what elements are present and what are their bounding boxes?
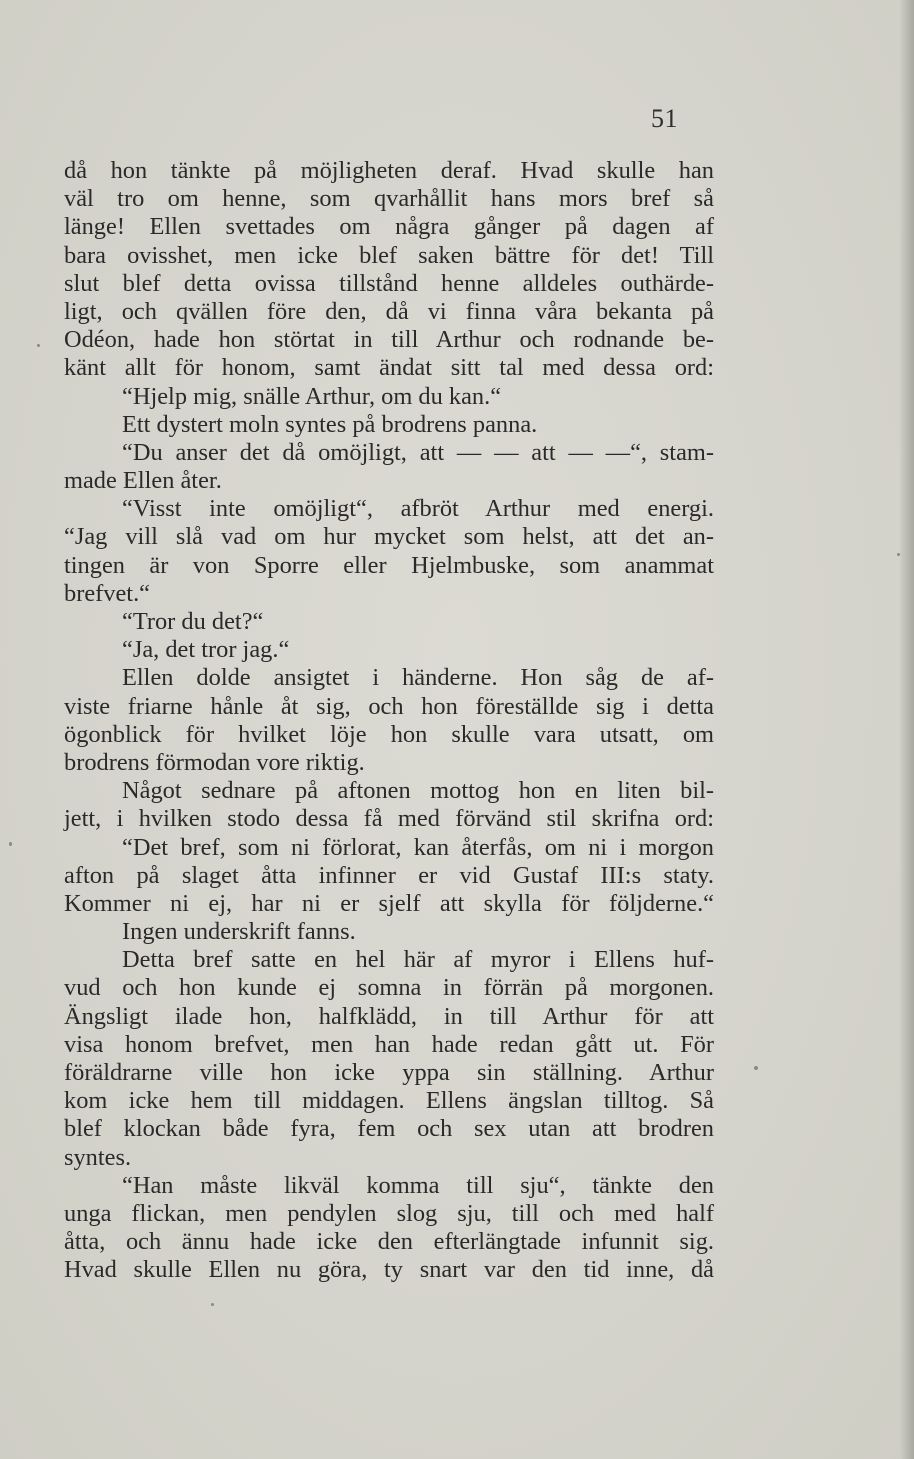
text-line: då hon tänkte på möjligheten deraf. Hvad skulle han — [64, 157, 714, 184]
text-line: känt allt för honom, samt ändat sitt tal med dessa ord: — [64, 354, 714, 382]
text-line: brefvet.“ — [64, 579, 150, 607]
text-line: Ellen dolde ansigtet i händerne. Hon såg de af- — [122, 664, 714, 692]
paper-speck — [897, 553, 900, 556]
text-line: “Jag vill slå vad om hur mycket som helst, att det an- — [64, 523, 714, 551]
text-line: “Visst inte omöjligt“, afbröt Arthur med energi. — [122, 495, 714, 523]
text-line: ögonblick för hvilket löje hon skulle vara utsatt, om — [64, 720, 714, 748]
text-line: “Han måste likväl komma till sju“, tänkte den — [122, 1171, 714, 1199]
text-line: ligt, och qvällen före den, då vi finna våra bekanta på — [64, 297, 714, 325]
paper-speck — [9, 842, 12, 846]
text-line: jett, i hvilken stodo dessa få med förvänd stil skrifna ord: — [64, 805, 714, 833]
text-line: Ingen underskrift fanns. — [122, 918, 356, 946]
text-line: föräldrarne ville hon icke yppa sin ställning. Arthur — [64, 1059, 714, 1086]
text-line: syntes. — [64, 1143, 132, 1171]
text-line: “Ja, det tror jag.“ — [122, 636, 290, 664]
text-line: made Ellen åter. — [64, 467, 222, 495]
text-line: väl tro om henne, som qvarhållit hans mors bref så — [64, 185, 714, 213]
text-line: blef klockan både fyra, fem och sex utan att brodren — [64, 1115, 714, 1143]
text-line: afton på slaget åtta infinner er vid Gustaf III:s staty. — [64, 861, 714, 889]
text-line: Hvad skulle Ellen nu göra, ty snart var den tid inne, då — [64, 1256, 714, 1284]
text-line: länge! Ellen svettades om några gånger på dagen af — [64, 213, 714, 241]
text-line: Något sednare på aftonen mottog hon en liten bil- — [122, 777, 714, 805]
text-line: vud och hon kunde ej somna in förrän på morgonen. — [64, 974, 714, 1002]
page-edge-shadow — [900, 0, 914, 1459]
text-line: “Det bref, som ni förlorat, kan återfås, om ni i morgon — [122, 833, 714, 861]
text-line: Odéon, hade hon störtat in till Arthur och rodnande be- — [64, 326, 714, 354]
text-line: Detta bref satte en hel här af myror i Ellens huf- — [122, 946, 714, 974]
text-line: bara ovisshet, men icke blef saken bättre för det! Till — [64, 241, 714, 269]
text-line: “Du anser det då omöjligt, att — — att — —“, stam- — [122, 438, 714, 466]
text-line: “Tror du det?“ — [122, 608, 264, 635]
paper-speck — [754, 1066, 758, 1070]
paper-speck — [37, 344, 40, 347]
text-line: åtta, och ännu hade icke den efterlängtade infunnit sig. — [64, 1228, 714, 1256]
text-line: slut blef detta ovissa tillstånd henne alldeles outhärde- — [64, 269, 714, 297]
text-line: tingen är von Sporre eller Hjelmbuske, som anammat — [64, 551, 714, 579]
text-line: Kommer ni ej, har ni er sjelf att skylla för följderne.“ — [64, 889, 714, 917]
text-line: kom icke hem till middagen. Ellens ängslan tilltog. Så — [64, 1087, 714, 1115]
text-line: viste friarne hånle åt sig, och hon föreställde sig i detta — [64, 692, 714, 720]
body-text — [64, 157, 714, 1285]
page-number: 51 — [651, 104, 678, 133]
paper-speck — [211, 1303, 214, 1306]
text-line: Ett dystert moln syntes på brodrens panna. — [122, 410, 538, 438]
text-line: “Hjelp mig, snälle Arthur, om du kan.“ — [122, 382, 502, 410]
text-line: brodrens förmodan vore riktig. — [64, 748, 365, 776]
text-line: unga flickan, men pendylen slog sju, till och med half — [64, 1199, 714, 1227]
text-line: Ängsligt ilade hon, halfklädd, in till Arthur för att — [64, 1002, 714, 1030]
text-line: visa honom brefvet, men han hade redan gått ut. För — [64, 1030, 714, 1058]
